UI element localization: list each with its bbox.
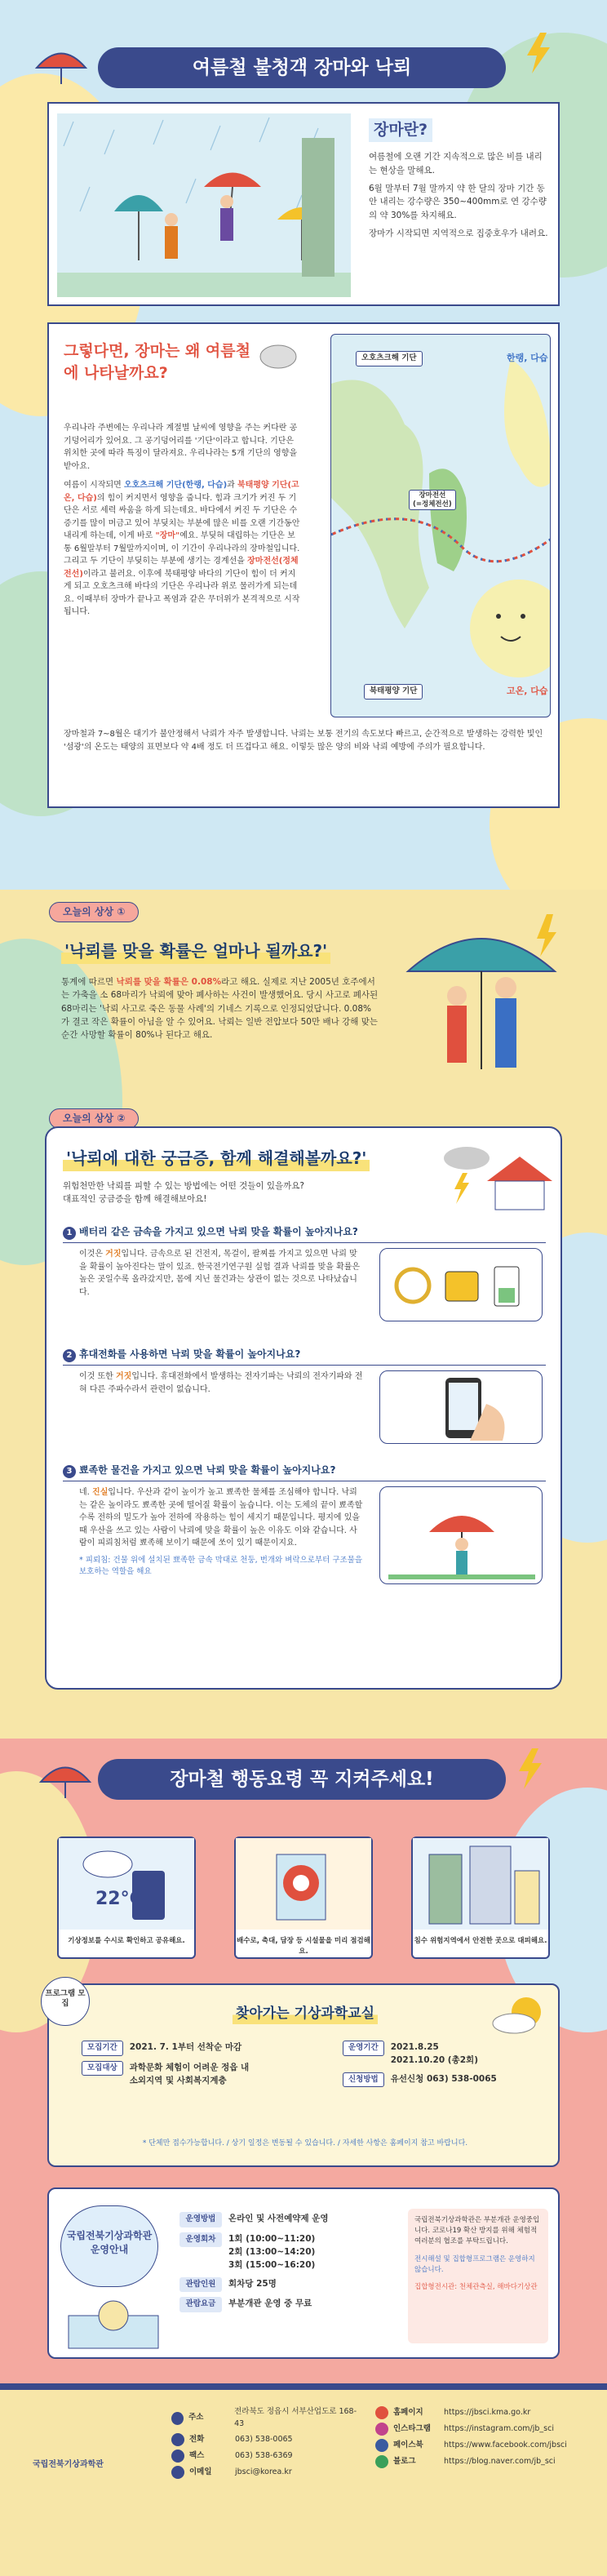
footer-logo: 국립전북기상과학관 xyxy=(33,2460,104,2469)
why-heading: 그렇다면, 장마는 왜 여름철에 나타날까요? xyxy=(64,342,250,382)
program-note: * 단체만 접수가능합니다. / 상기 일정은 변동될 수 있습니다. / 자세한 사항은 홈페이지 참고 바랍니다. xyxy=(142,2139,468,2147)
section-guide xyxy=(0,1739,607,2576)
footer-link[interactable]: https://www.facebook.com/jbsci xyxy=(444,2440,567,2449)
why-paragraph: 우리나라 주변에는 우리나라 계절별 날씨에 영향을 주는 커다란 공기덩어리가 있어요. 그 공기덩어리를 '기단'이라고 합니다. 기단은 위치한 곳에 따라 특징이 달라져요. 우리나라는 5개 기단의 영향을 받아요. xyxy=(64,424,298,471)
museum-notice-text: 국립전북기상과학관은 부분개관 운영중입니다. 코로나19 확산 방지를 위해 체험적 여러분의 협조를 부탁드립니다. xyxy=(414,2216,540,2246)
q2-item: 1 배터리 같은 금속을 가지고 있으면 낙뢰 맞을 확률이 높아지나요? 이것은 거짓입니다. 금속으로 된 건전지, 목걸이, 팔찌를 가지고 있으면 낙뢰 맞을 확률이 높아진다는 말이 있죠. 한국전기연구원 실험 결과 낙뢰를 맞을 확률은 높은 곳일수록 올라갔지만, 몸에 지닌 물건과는 상관이 없는 것으로 나타났습니다. xyxy=(63,1224,546,1321)
instagram-icon xyxy=(375,2423,388,2436)
program-value: 과학문화 체험이 어려운 정읍 내 소외지역 및 사회복지계층 xyxy=(129,2062,250,2085)
footer-value: 063) 538-6369 xyxy=(235,2451,293,2461)
map-label-pacific: 북태평양 기단 xyxy=(364,684,423,700)
q2-note: * 피뢰침: 건물 위에 설치된 뾰족한 금속 막대로 천둥, 번개와 벼락으로부터 구조물을 보호하는 역할을 해요 xyxy=(79,1555,363,1577)
museum-notice-text: 전시해설 및 집합형프로그램은 운영하지 않습니다. xyxy=(414,2254,535,2274)
intro-paragraph: 6월 말부터 7월 말까지 약 한 달의 장마 기간 동안 내리는 강수량은 350~400mm로 연 강수량의 약 30%를 차지해요. xyxy=(369,183,547,220)
intro-paragraph: 여름철에 오랜 기간 지속적으로 많은 비를 내리는 현상을 말해요. xyxy=(369,152,543,175)
program-value: 2021. 7. 1부터 선착순 마감 xyxy=(129,2042,242,2052)
action-card xyxy=(57,1837,196,1959)
museum-label: 운영회차 xyxy=(179,2232,222,2248)
home-icon xyxy=(375,2406,388,2419)
q2-title: '낙뢰에 대한 궁금증, 함께 해결해볼까요?' xyxy=(63,1146,370,1171)
program-card xyxy=(47,1983,560,2167)
korea-map xyxy=(331,335,551,717)
museum-name: 국립전북기상과학관 운영안내 xyxy=(60,2205,158,2287)
footer-label: 전화 xyxy=(189,2435,205,2445)
q2-item: 2 휴대전화를 사용하면 낙뢰 맞을 확률이 높아지나요? 이것 또한 거짓입니다. 휴대전화에서 발생하는 전자기파는 낙뢰의 전자기파와 전혀 다른 주파수라서 관련이 없습니다. xyxy=(63,1347,546,1444)
museum-notice xyxy=(408,2209,548,2343)
footer-label[interactable]: 이메일 xyxy=(189,2467,212,2477)
footer-value: 전라북도 정읍시 서부산업도로 168-43 xyxy=(234,2407,357,2428)
program-title: 찾아가는 기상과학교실 xyxy=(233,2003,378,2024)
section-lightning xyxy=(0,890,607,1739)
museum-label: 운영방법 xyxy=(179,2212,222,2227)
museum-building-illustration xyxy=(60,2299,166,2352)
umbrella-person-illustration xyxy=(379,1486,543,1584)
museum-value: 회차당 25명 xyxy=(228,2278,277,2289)
q1-title: '낙뢰를 맞을 확률은 얼마나 될까요?' xyxy=(61,939,330,964)
museum-card xyxy=(47,2187,560,2359)
footer-value[interactable]: jbsci@korea.kr xyxy=(235,2467,292,2477)
intro-heading: 장마란? xyxy=(369,118,432,142)
program-label: 모집기간 xyxy=(82,2041,123,2056)
q2-answer: 이것 또한 거짓입니다. 휴대전화에서 발생하는 전자기파는 낙뢰의 전자기파와 전혀 다른 주파수라서 관련이 없습니다. xyxy=(79,1372,363,1394)
page-title: 여름철 불청객 장마와 낙뢰 xyxy=(98,47,506,88)
museum-value: 부분개관 운영 중 무료 xyxy=(228,2298,312,2309)
metal-items-illustration xyxy=(379,1248,543,1321)
why-paragraph: 여름이 시작되면 오호츠크해 기단(한랭, 다습)과 북태평양 기단(고온, 다습)의 힘이 커지면서 영향을 줍니다. 힘과 크기가 커진 두 기단은 서로 세력 싸움을 하게 되는데요. 바다에서 커진 두 기단은 수증기를 많이 머금고 있어 부딪치는 부분에 많은 비를 오랜 기간동안 내리게 하는데, 이게 바로 "장마"예요. 부딪혀 대립하는 기단은 보통 6월말부터 7월말까지이며, 이 기간이 우리나라의 장마철입니다. 그리고 두 기단이 부딪히는 부분에 생기는 경계선을 장마전선(정체전선)이라고 불러요. 이후에 북태평양 바다의 기단이 힘이 더 커지게 되고 오호츠크해 바다의 기단은 우리나라 위로 물러가게 되는데요. 이때부터 장마가 끝나고 폭염과 같은 무더위가 본격적으로 시작됩니다. xyxy=(64,481,300,616)
action-caption: 침수 위험지역에서 안전한 곳으로 대피해요. xyxy=(414,1937,547,1945)
map-label-front: 장마전선 (=정체전선) xyxy=(409,490,456,510)
phone-icon xyxy=(171,2433,184,2446)
q2-question: 뾰족한 물건을 가지고 있으면 낙뢰 맞을 확률이 높아지나요? xyxy=(79,1464,336,1476)
footer-label: 블로그 xyxy=(393,2456,416,2466)
action-title: 장마철 행동요령 꼭 지켜주세요! xyxy=(98,1759,506,1800)
q2-question: 휴대전화를 사용하면 낙뢰 맞을 확률이 높아지나요? xyxy=(79,1348,301,1360)
evacuation-illustration xyxy=(413,1838,548,1930)
weather-info-illustration xyxy=(59,1838,194,1930)
program-label: 신청방법 xyxy=(343,2072,384,2088)
q2-answer: 네. 진실입니다. 우산과 같이 높이가 높고 뾰족한 물체를 조심해야 합니다. 낙뢰는 같은 높이라도 뾰족한 곳에 떨어질 확률이 높습니다. 이는 도체의 끝이 뾰족할수록 전하의 밀도가 높아 전하에 작용하는 힘이 세지기 때문입니다. 평지에 있을 때 우산을 쓰고 있는 사람이 낙뢰에 맞을 확률이 높은 이유도 이와 같습니다. 사람이 피뢰침처럼 뾰족해 보이기 때문에 쏘이 있기 때문이지요. xyxy=(79,1488,363,1548)
footer-link[interactable]: https://blog.naver.com/jb_sci xyxy=(444,2456,556,2466)
family-umbrella-illustration xyxy=(392,906,571,1094)
section-monsoon xyxy=(0,0,607,890)
fax-icon xyxy=(171,2449,184,2463)
footer-label: 페이스북 xyxy=(393,2440,423,2449)
action-caption: 기상정보를 수시로 확인하고 공유해요. xyxy=(68,1937,185,1945)
q1-body: 통계에 따르면 낙뢰를 맞을 확률은 0.08%라고 해요. 실제로 지난 2005년 호주에서는 가축을 소 68마리가 낙뢰에 맞아 폐사하는 사건이 발생했어요. 당시 사고로 폐사된 68마리는 '낙뢰 사고로 죽은 동물 사례'의 기네스 기록으로 인정되었답니다. 0.08%가 결코 작은 확률이 아님을 알 수 있어요. 낙뢰는 일반 전압보다 50만 배나 강해 맞는 순간 사망할 확률이 80%나 된다고 해요. xyxy=(61,977,379,1041)
intro-paragraph: 장마가 시작되면 지역적으로 집중호우가 내려요. xyxy=(369,228,548,238)
q2-card xyxy=(45,1126,562,1690)
action-card xyxy=(411,1837,550,1959)
cloud-icon xyxy=(258,342,299,371)
umbrella-icon xyxy=(33,39,90,88)
q2-intro: 대표적인 궁금증을 함께 해결해보아요! xyxy=(63,1194,207,1205)
museum-value: 온라인 및 사전예약제 운영 xyxy=(228,2214,329,2223)
museum-notice-text: 집합형전시관: 천체관측실, 해바다기상관 xyxy=(414,2282,538,2291)
mail-icon xyxy=(171,2466,184,2479)
footer-link[interactable]: https://jbsci.kma.go.kr xyxy=(444,2407,531,2417)
map-label-okhotsk: 오호츠크해 기단 xyxy=(356,351,423,366)
footer xyxy=(0,2383,607,2576)
q1-tag: 오늘의 상상 ① xyxy=(49,902,139,922)
intro-card xyxy=(47,102,560,306)
footer-link[interactable]: https://instagram.com/jb_sci xyxy=(444,2423,554,2433)
q2-answer: 이것은 거짓입니다. 금속으로 된 건전지, 목걸이, 팔찌를 가지고 있으면 낙뢰 맞을 확률이 높아진다는 말이 있죠. 한국전기연구원 실험 결과 낙뢰를 맞을 확률은 높은 곳일수록 올라갔지만, 몸에 지닌 물건과는 상관이 없는 것으로 나타났습니다. xyxy=(79,1250,361,1297)
museum-value: 1회 (10:00~11:20) 2회 (13:00~14:20) 3회 (15:00~16:20) xyxy=(228,2233,316,2271)
action-caption: 배수로, 축대, 담장 등 시설물을 미리 점검해요. xyxy=(237,1937,370,1956)
facility-check-illustration xyxy=(236,1838,371,1930)
q2-item: 3 뾰족한 물건을 가지고 있으면 낙뢰 맞을 확률이 높아지나요? 네. 진실입니다. 우산과 같이 높이가 높고 뾰족한 물체를 조심해야 합니다. 낙뢰는 같은 높이라도 뾰족한 곳에 떨어질 확률이 높습니다. 이는 도체의 끝이 뾰족할수록 전하의 밀도가 높아 전하에 작용하는 힘이 세지기 때문입니다. 평지에 있을 때 우산을 쓰고 있는 사람이 낙뢰에 맞을 확률이 높은 이유도 이와 같습니다. 사람이 피뢰침처럼 뾰족해 보이기 때문에 쏘이 있기 때문이지요. * 피뢰침: 건물 위에 설치된 뾰족한 금속 막대로 천둥, 번개와 벼락으로부터 구조물을 보호하는 역할을 해요 xyxy=(63,1463,546,1584)
footer-label: 인스타그램 xyxy=(393,2423,431,2433)
museum-label: 관람인원 xyxy=(179,2277,222,2293)
umbrella-icon xyxy=(37,1753,94,1802)
q2-question: 배터리 같은 금속을 가지고 있으면 낙뢰 맞을 확률이 높아지나요? xyxy=(79,1226,358,1237)
why-paragraph: 장마철과 7~8월은 대기가 불안정해서 낙뢰가 자주 발생합니다. 낙뢰는 보통 전기의 속도보다 빠르고, 순간적으로 발생하는 강력한 빛인 '섬광'의 온도는 태양의 표면보다 약 4배 정도 더 뜨겁다고 해요. 이렇듯 많은 양의 비와 낙뢰 예방에 주의가 필요합니다. xyxy=(64,730,543,752)
lightning-icon xyxy=(522,33,555,73)
q2-intro: 위험천만한 낙뢰를 피할 수 있는 방법에는 어떤 것들이 있을까요? xyxy=(63,1181,304,1191)
footer-label: 주소 xyxy=(188,2413,204,2423)
map-label-okhotsk-desc: 한랭, 다습 xyxy=(507,353,548,363)
footer-label: 팩스 xyxy=(189,2451,205,2461)
museum-label: 관람요금 xyxy=(179,2297,222,2312)
phone-illustration xyxy=(379,1370,543,1444)
umbrella-icon xyxy=(380,1487,543,1585)
house-rain-illustration xyxy=(430,1140,552,1214)
air-mass-map xyxy=(330,334,551,717)
facebook-icon xyxy=(375,2439,388,2452)
program-badge: 프로그램 모집 xyxy=(41,1977,90,2026)
lightning-icon xyxy=(514,1748,547,1789)
action-card xyxy=(234,1837,373,1959)
program-label: 운영기간 xyxy=(343,2041,384,2056)
q2-tag: 오늘의 상상 ② xyxy=(49,1108,139,1129)
phone-icon xyxy=(380,1371,543,1445)
program-value: 2021.8.25 2021.10.20 (총2회) xyxy=(390,2042,478,2066)
why-card xyxy=(47,322,560,808)
program-value: 유선신청 063) 538-0065 xyxy=(390,2073,497,2084)
footer-label: 홈페이지 xyxy=(393,2407,423,2417)
battery-watch-icon xyxy=(380,1249,543,1322)
rain-illustration xyxy=(57,113,351,297)
footer-value: 063) 538-0065 xyxy=(235,2435,293,2445)
map-label-pacific-desc: 고온, 다습 xyxy=(507,686,548,696)
program-label: 모집대상 xyxy=(82,2061,123,2076)
temperature-readout: 22°C xyxy=(95,1889,143,1909)
location-icon xyxy=(171,2412,184,2425)
blog-icon xyxy=(375,2455,388,2468)
